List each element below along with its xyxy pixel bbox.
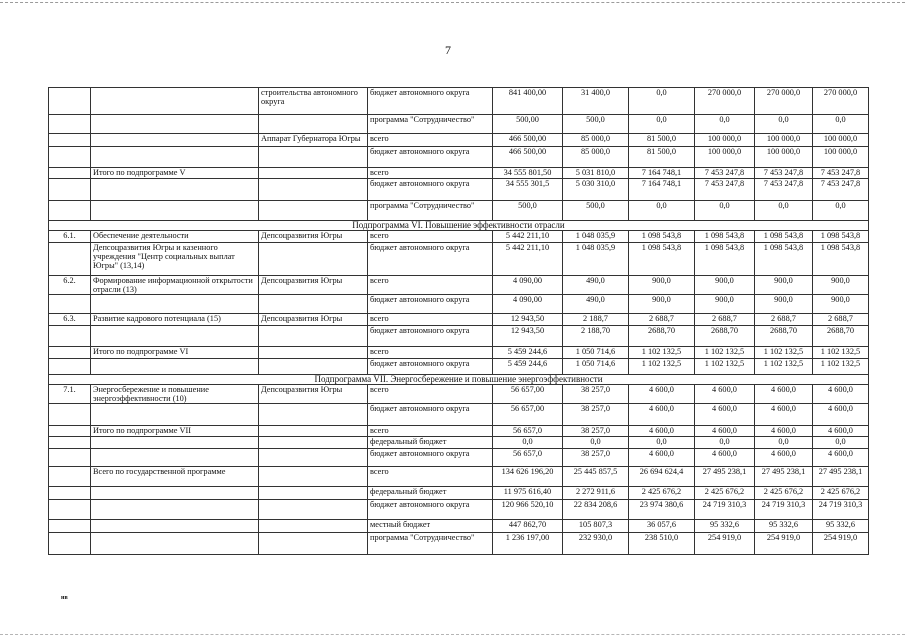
- funding-source-cell: всего: [368, 276, 493, 295]
- activity-name-cell: [91, 88, 259, 115]
- activity-name-cell: [91, 520, 259, 533]
- amount-cell: 23 974 380,6: [629, 500, 695, 520]
- amount-cell: 134 626 196,20: [493, 467, 563, 487]
- amount-cell: 900,0: [755, 276, 813, 295]
- amount-cell: 1 102 132,5: [629, 347, 695, 359]
- amount-cell: 7 164 748,1: [629, 168, 695, 179]
- amount-cell: 56 657,00: [493, 385, 563, 404]
- amount-cell: 2688,70: [755, 326, 813, 347]
- amount-cell: 27 495 238,1: [695, 467, 755, 487]
- amount-cell: 12 943,50: [493, 326, 563, 347]
- amount-cell: 1 050 714,6: [563, 347, 629, 359]
- amount-cell: 7 453 247,8: [695, 168, 755, 179]
- row-number-cell: [49, 359, 91, 375]
- amount-cell: 26 694 624,4: [629, 467, 695, 487]
- activity-name-cell: [91, 295, 259, 314]
- amount-cell: 27 495 238,1: [813, 467, 869, 487]
- row-number-cell: [49, 179, 91, 201]
- table-row: [49, 243, 869, 276]
- executor-cell: [259, 533, 368, 555]
- executor-cell: строительства автономного округа: [259, 88, 368, 115]
- amount-cell: 5 031 810,0: [563, 168, 629, 179]
- subprogram-title: Подпрограмма VII. Энергосбережение и повышение энергоэффективности: [49, 375, 869, 385]
- amount-cell: 7 453 247,8: [813, 179, 869, 201]
- table-row: [49, 88, 869, 115]
- amount-cell: 2688,70: [629, 326, 695, 347]
- executor-cell: [259, 201, 368, 221]
- amount-cell: 1 098 543,8: [813, 243, 869, 276]
- amount-cell: 900,0: [813, 295, 869, 314]
- amount-cell: 0,0: [695, 115, 755, 134]
- row-number-cell: [49, 404, 91, 426]
- amount-cell: 2 188,7: [563, 314, 629, 326]
- table-row: [49, 449, 869, 467]
- amount-cell: 5 030 310,0: [563, 179, 629, 201]
- amount-cell: 500,00: [493, 115, 563, 134]
- amount-cell: 1 102 132,5: [755, 347, 813, 359]
- amount-cell: 254 919,0: [695, 533, 755, 555]
- amount-cell: 2 272 911,6: [563, 487, 629, 500]
- amount-cell: 4 600,0: [813, 426, 869, 437]
- amount-cell: 500,0: [493, 201, 563, 221]
- amount-cell: 0,0: [755, 201, 813, 221]
- amount-cell: 1 050 714,6: [563, 359, 629, 375]
- amount-cell: 4 600,0: [755, 404, 813, 426]
- amount-cell: 85 000,0: [563, 147, 629, 168]
- footer-code: нв: [61, 595, 68, 601]
- amount-cell: 5 442 211,10: [493, 243, 563, 276]
- table-row: [49, 295, 869, 314]
- executor-cell: [259, 359, 368, 375]
- amount-cell: 1 098 543,8: [813, 231, 869, 243]
- amount-cell: 2 688,7: [695, 314, 755, 326]
- activity-name-cell: Обеспечение деятельности: [91, 231, 259, 243]
- activity-name-cell: Итого по подпрограмме V: [91, 168, 259, 179]
- funding-source-cell: бюджет автономного округа: [368, 449, 493, 467]
- table-row: [49, 467, 869, 487]
- amount-cell: 900,0: [695, 276, 755, 295]
- table-row: [49, 347, 869, 359]
- amount-cell: 100 000,0: [695, 147, 755, 168]
- amount-cell: 1 098 543,8: [695, 231, 755, 243]
- amount-cell: 0,0: [695, 437, 755, 449]
- executor-cell: [259, 243, 368, 276]
- funding-source-cell: федеральный бюджет: [368, 487, 493, 500]
- row-number-cell: [49, 347, 91, 359]
- executor-cell: Депсоцразвития Югры: [259, 385, 368, 404]
- funding-source-cell: всего: [368, 314, 493, 326]
- amount-cell: 27 495 238,1: [755, 467, 813, 487]
- row-number-cell: [49, 168, 91, 179]
- activity-name-cell: [91, 404, 259, 426]
- amount-cell: 105 807,3: [563, 520, 629, 533]
- amount-cell: 2 425 676,2: [813, 487, 869, 500]
- amount-cell: 2 688,7: [813, 314, 869, 326]
- amount-cell: 0,0: [695, 201, 755, 221]
- amount-cell: 7 164 748,1: [629, 179, 695, 201]
- activity-name-cell: [91, 147, 259, 168]
- amount-cell: 34 555 801,50: [493, 168, 563, 179]
- amount-cell: 466 500,00: [493, 147, 563, 168]
- table-row: [49, 231, 869, 243]
- amount-cell: 270 000,0: [695, 88, 755, 115]
- table-row: [49, 314, 869, 326]
- amount-cell: 1 102 132,5: [813, 359, 869, 375]
- amount-cell: 12 943,50: [493, 314, 563, 326]
- funding-source-cell: бюджет автономного округа: [368, 295, 493, 314]
- table-row: [49, 147, 869, 168]
- funding-source-cell: всего: [368, 231, 493, 243]
- executor-cell: Аппарат Губернатора Югры: [259, 134, 368, 147]
- executor-cell: Депсоцразвития Югры: [259, 231, 368, 243]
- table-row: [49, 276, 869, 295]
- amount-cell: 4 600,0: [629, 449, 695, 467]
- amount-cell: 81 500,0: [629, 147, 695, 168]
- amount-cell: 0,0: [563, 437, 629, 449]
- executor-cell: Депсоцразвития Югры: [259, 276, 368, 295]
- amount-cell: 900,0: [695, 295, 755, 314]
- amount-cell: 38 257,0: [563, 426, 629, 437]
- amount-cell: 1 102 132,5: [695, 359, 755, 375]
- funding-source-cell: бюджет автономного округа: [368, 243, 493, 276]
- amount-cell: 4 600,0: [813, 404, 869, 426]
- amount-cell: 95 332,6: [813, 520, 869, 533]
- row-number-cell: [49, 467, 91, 487]
- amount-cell: 1 098 543,8: [755, 231, 813, 243]
- amount-cell: 900,0: [629, 295, 695, 314]
- funding-source-cell: всего: [368, 385, 493, 404]
- amount-cell: 25 445 857,5: [563, 467, 629, 487]
- activity-name-cell: [91, 359, 259, 375]
- amount-cell: 24 719 310,3: [695, 500, 755, 520]
- row-number-cell: [49, 520, 91, 533]
- table-row: [49, 487, 869, 500]
- row-number-cell: [49, 449, 91, 467]
- amount-cell: 4 600,0: [695, 385, 755, 404]
- executor-cell: [259, 404, 368, 426]
- funding-source-cell: федеральный бюджет: [368, 437, 493, 449]
- table-row: [49, 168, 869, 179]
- amount-cell: 2 688,7: [755, 314, 813, 326]
- amount-cell: 900,0: [813, 276, 869, 295]
- funding-source-cell: бюджет автономного округа: [368, 147, 493, 168]
- amount-cell: 4 600,0: [629, 426, 695, 437]
- amount-cell: 1 098 543,8: [755, 243, 813, 276]
- amount-cell: 254 919,0: [755, 533, 813, 555]
- funding-source-cell: всего: [368, 168, 493, 179]
- amount-cell: 1 102 132,5: [695, 347, 755, 359]
- amount-cell: 500,0: [563, 201, 629, 221]
- amount-cell: 270 000,0: [755, 88, 813, 115]
- activity-name-cell: Итого по подпрограмме VII: [91, 426, 259, 437]
- amount-cell: 1 102 132,5: [755, 359, 813, 375]
- amount-cell: 1 236 197,00: [493, 533, 563, 555]
- amount-cell: 4 600,0: [813, 385, 869, 404]
- amount-cell: 4 600,0: [629, 404, 695, 426]
- amount-cell: 4 090,00: [493, 295, 563, 314]
- executor-cell: [259, 467, 368, 487]
- amount-cell: 95 332,6: [695, 520, 755, 533]
- amount-cell: 4 600,0: [695, 426, 755, 437]
- amount-cell: 7 453 247,8: [695, 179, 755, 201]
- executor-cell: [259, 347, 368, 359]
- amount-cell: 2688,70: [695, 326, 755, 347]
- amount-cell: 2 688,7: [629, 314, 695, 326]
- subprogram-header-row: [49, 375, 869, 385]
- amount-cell: 11 975 616,40: [493, 487, 563, 500]
- amount-cell: 232 930,0: [563, 533, 629, 555]
- table-row: [49, 359, 869, 375]
- executor-cell: [259, 179, 368, 201]
- amount-cell: 254 919,0: [813, 533, 869, 555]
- executor-cell: [259, 520, 368, 533]
- funding-source-cell: бюджет автономного округа: [368, 326, 493, 347]
- amount-cell: 0,0: [755, 115, 813, 134]
- row-number-cell: [49, 115, 91, 134]
- executor-cell: [259, 437, 368, 449]
- table-row: [49, 201, 869, 221]
- row-number-cell: [49, 500, 91, 520]
- row-number-cell: [49, 326, 91, 347]
- table-row: [49, 385, 869, 404]
- amount-cell: 490,0: [563, 295, 629, 314]
- funding-source-cell: всего: [368, 467, 493, 487]
- amount-cell: 4 600,0: [695, 449, 755, 467]
- amount-cell: 1 102 132,5: [813, 347, 869, 359]
- funding-source-cell: всего: [368, 134, 493, 147]
- table-row: [49, 533, 869, 555]
- row-number-cell: 6.2.: [49, 276, 91, 295]
- amount-cell: 4 600,0: [629, 385, 695, 404]
- amount-cell: 841 400,00: [493, 88, 563, 115]
- amount-cell: 0,0: [629, 201, 695, 221]
- table-row: [49, 179, 869, 201]
- row-number-cell: [49, 201, 91, 221]
- activity-name-cell: Энергосбережение и повышение энергоэффективности (10): [91, 385, 259, 404]
- amount-cell: 7 453 247,8: [813, 168, 869, 179]
- amount-cell: 1 098 543,8: [629, 243, 695, 276]
- amount-cell: 7 453 247,8: [755, 168, 813, 179]
- amount-cell: 95 332,6: [755, 520, 813, 533]
- funding-source-cell: бюджет автономного округа: [368, 88, 493, 115]
- table-row: [49, 404, 869, 426]
- row-number-cell: [49, 487, 91, 500]
- table-row: [49, 115, 869, 134]
- amount-cell: 1 102 132,5: [629, 359, 695, 375]
- amount-cell: 85 000,0: [563, 134, 629, 147]
- amount-cell: 900,0: [755, 295, 813, 314]
- activity-name-cell: Итого по подпрограмме VI: [91, 347, 259, 359]
- table-row: [49, 437, 869, 449]
- row-number-cell: [49, 147, 91, 168]
- funding-source-cell: программа "Сотрудничество": [368, 533, 493, 555]
- amount-cell: 270 000,0: [813, 88, 869, 115]
- row-number-cell: [49, 533, 91, 555]
- funding-source-cell: бюджет автономного округа: [368, 500, 493, 520]
- funding-source-cell: местный бюджет: [368, 520, 493, 533]
- amount-cell: 0,0: [813, 115, 869, 134]
- amount-cell: 31 400,0: [563, 88, 629, 115]
- executor-cell: [259, 426, 368, 437]
- table-row: [49, 500, 869, 520]
- row-number-cell: [49, 437, 91, 449]
- amount-cell: 490,0: [563, 276, 629, 295]
- amount-cell: 1 048 035,9: [563, 243, 629, 276]
- amount-cell: 22 834 208,6: [563, 500, 629, 520]
- amount-cell: 5 459 244,6: [493, 347, 563, 359]
- amount-cell: 34 555 301,5: [493, 179, 563, 201]
- amount-cell: 0,0: [813, 437, 869, 449]
- subprogram-title: Подпрограмма VI. Повышение эффективности отрасли: [49, 221, 869, 231]
- amount-cell: 100 000,0: [813, 134, 869, 147]
- amount-cell: 1 098 543,8: [629, 231, 695, 243]
- amount-cell: 0,0: [629, 115, 695, 134]
- activity-name-cell: [91, 437, 259, 449]
- activity-name-cell: [91, 487, 259, 500]
- table-row: [49, 134, 869, 147]
- amount-cell: 238 510,0: [629, 533, 695, 555]
- amount-cell: 4 600,0: [813, 449, 869, 467]
- amount-cell: 56 657,0: [493, 426, 563, 437]
- amount-cell: 466 500,00: [493, 134, 563, 147]
- amount-cell: 447 862,70: [493, 520, 563, 533]
- executor-cell: [259, 326, 368, 347]
- activity-name-cell: [91, 449, 259, 467]
- amount-cell: 2 188,70: [563, 326, 629, 347]
- amount-cell: 1 098 543,8: [695, 243, 755, 276]
- amount-cell: 81 500,0: [629, 134, 695, 147]
- amount-cell: 0,0: [629, 88, 695, 115]
- executor-cell: Депсоцразвития Югры: [259, 314, 368, 326]
- table-row: [49, 326, 869, 347]
- row-number-cell: 6.3.: [49, 314, 91, 326]
- amount-cell: 5 442 211,10: [493, 231, 563, 243]
- executor-cell: [259, 500, 368, 520]
- funding-source-cell: программа "Сотрудничество": [368, 201, 493, 221]
- row-number-cell: [49, 134, 91, 147]
- activity-name-cell: [91, 179, 259, 201]
- funding-source-cell: бюджет автономного округа: [368, 404, 493, 426]
- activity-name-cell: Развитие кадрового потенциала (15): [91, 314, 259, 326]
- amount-cell: 38 257,0: [563, 404, 629, 426]
- amount-cell: 4 600,0: [695, 404, 755, 426]
- row-number-cell: [49, 295, 91, 314]
- executor-cell: [259, 449, 368, 467]
- funding-source-cell: всего: [368, 347, 493, 359]
- amount-cell: 100 000,0: [755, 147, 813, 168]
- table-row: [49, 520, 869, 533]
- activity-name-cell: [91, 326, 259, 347]
- row-number-cell: 6.1.: [49, 231, 91, 243]
- amount-cell: 100 000,0: [755, 134, 813, 147]
- amount-cell: 4 600,0: [755, 385, 813, 404]
- executor-cell: [259, 168, 368, 179]
- activity-name-cell: Всего по государственной программе: [91, 467, 259, 487]
- scan-edge-top: [0, 2, 905, 3]
- amount-cell: 5 459 244,6: [493, 359, 563, 375]
- row-number-cell: [49, 243, 91, 276]
- amount-cell: 1 048 035,9: [563, 231, 629, 243]
- activity-name-cell: [91, 134, 259, 147]
- amount-cell: 2 425 676,2: [629, 487, 695, 500]
- activity-name-cell: [91, 201, 259, 221]
- amount-cell: 7 453 247,8: [755, 179, 813, 201]
- amount-cell: 2 425 676,2: [755, 487, 813, 500]
- amount-cell: 2688,70: [813, 326, 869, 347]
- activity-name-cell: Формирование информационной открытости отрасли (13): [91, 276, 259, 295]
- amount-cell: 24 719 310,3: [755, 500, 813, 520]
- executor-cell: [259, 115, 368, 134]
- activity-name-cell: [91, 533, 259, 555]
- row-number-cell: [49, 88, 91, 115]
- budget-table: [48, 87, 869, 555]
- amount-cell: 900,0: [629, 276, 695, 295]
- subprogram-header-row: [49, 221, 869, 231]
- funding-source-cell: всего: [368, 426, 493, 437]
- executor-cell: [259, 487, 368, 500]
- amount-cell: 38 257,0: [563, 449, 629, 467]
- amount-cell: 56 657,0: [493, 449, 563, 467]
- row-number-cell: [49, 426, 91, 437]
- scan-edge-bottom: [0, 634, 905, 635]
- amount-cell: 4 600,0: [755, 449, 813, 467]
- funding-source-cell: бюджет автономного округа: [368, 359, 493, 375]
- amount-cell: 120 966 520,10: [493, 500, 563, 520]
- amount-cell: 0,0: [629, 437, 695, 449]
- activity-name-cell: [91, 115, 259, 134]
- row-number-cell: 7.1.: [49, 385, 91, 404]
- amount-cell: 100 000,0: [695, 134, 755, 147]
- funding-source-cell: программа "Сотрудничество": [368, 115, 493, 134]
- amount-cell: 4 600,0: [755, 426, 813, 437]
- amount-cell: 2 425 676,2: [695, 487, 755, 500]
- funding-source-cell: бюджет автономного округа: [368, 179, 493, 201]
- page-number: 7: [445, 43, 451, 57]
- amount-cell: 24 719 310,3: [813, 500, 869, 520]
- amount-cell: 56 657,00: [493, 404, 563, 426]
- table-row: [49, 426, 869, 437]
- amount-cell: 4 090,00: [493, 276, 563, 295]
- activity-name-cell: Депсоцразвития Югры и казенного учреждения "Центр социальных выплат Югры" (13,14): [91, 243, 259, 276]
- amount-cell: 0,0: [755, 437, 813, 449]
- amount-cell: 100 000,0: [813, 147, 869, 168]
- amount-cell: 0,0: [813, 201, 869, 221]
- amount-cell: 0,0: [493, 437, 563, 449]
- executor-cell: [259, 147, 368, 168]
- amount-cell: 500,0: [563, 115, 629, 134]
- amount-cell: 38 257,0: [563, 385, 629, 404]
- amount-cell: 36 057,6: [629, 520, 695, 533]
- activity-name-cell: [91, 500, 259, 520]
- executor-cell: [259, 295, 368, 314]
